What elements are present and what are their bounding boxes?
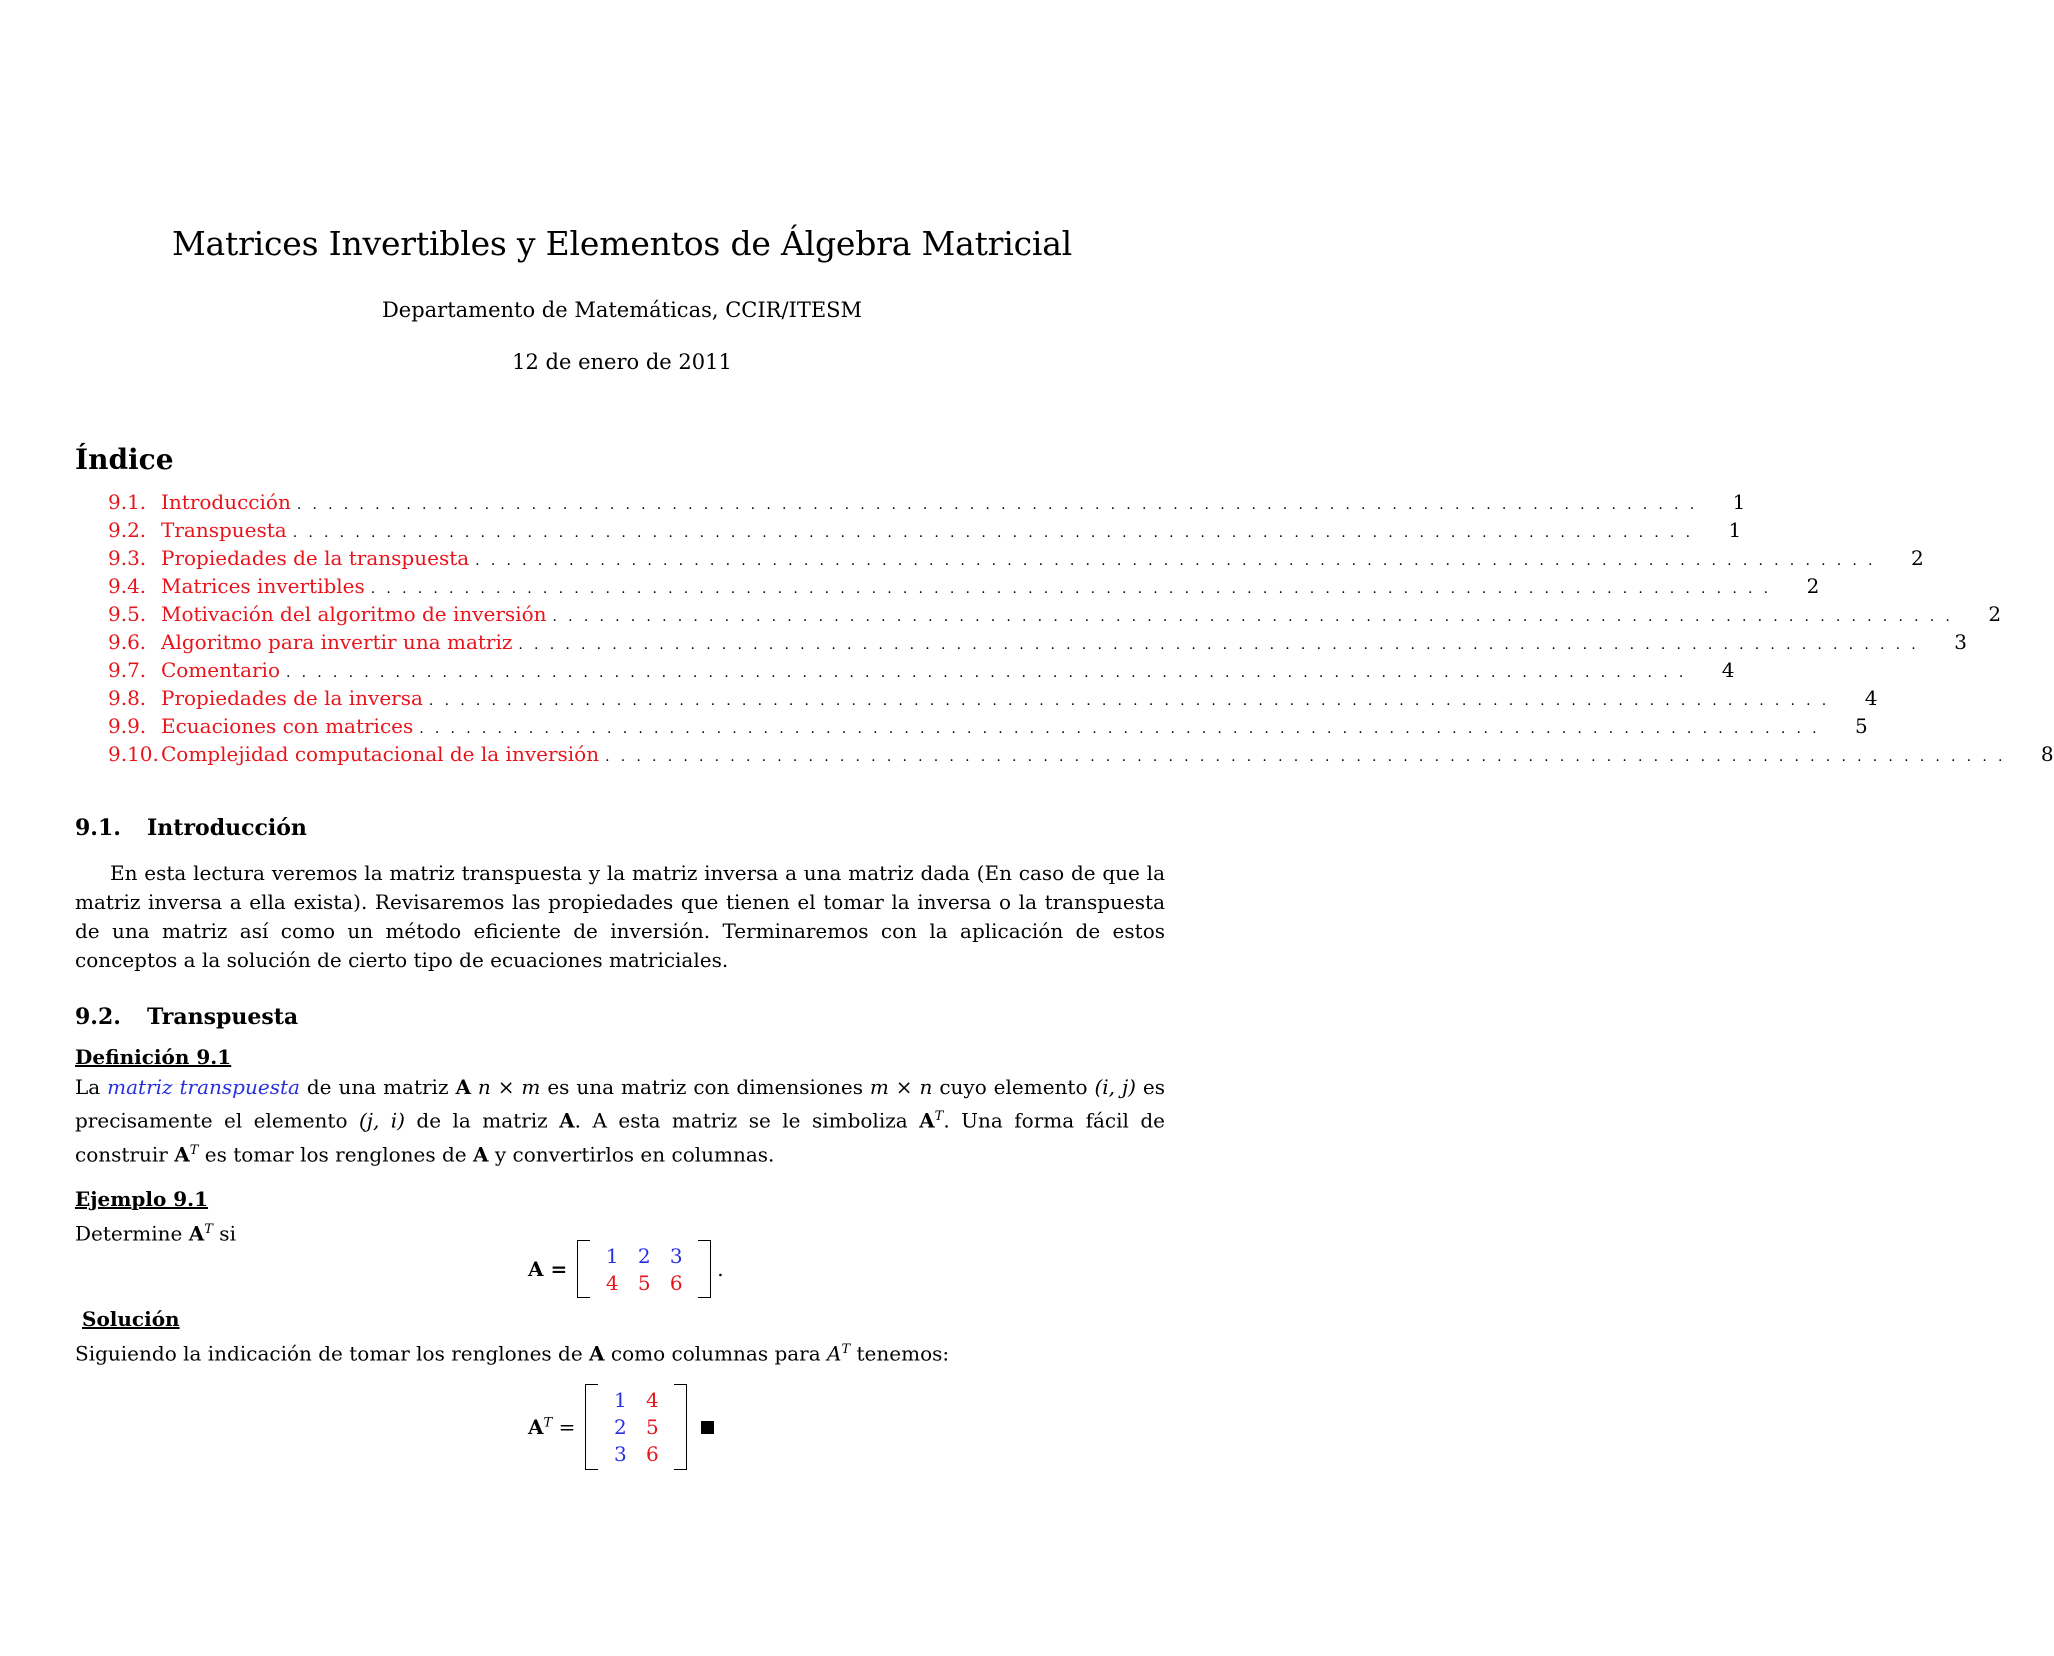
toc-item[interactable] xyxy=(108,742,2054,770)
matrix-cell: 5 xyxy=(645,1415,659,1439)
definition-title: Definición 9.1 xyxy=(75,1045,232,1069)
example-text: Determine $A^T$ si xyxy=(75,1221,236,1246)
matrix-cell: 4 xyxy=(645,1388,659,1412)
solution-matrix-equation xyxy=(528,1384,714,1470)
left-bracket xyxy=(585,1384,598,1470)
matrix-AT xyxy=(598,1388,674,1466)
toc-item-page: 1 xyxy=(1728,518,1742,542)
toc-item-link[interactable]: Comentario xyxy=(161,658,280,682)
matrix-cell: 4 xyxy=(605,1270,619,1295)
example-title: Ejemplo 9.1 xyxy=(75,1187,209,1211)
matrix-A xyxy=(590,1244,698,1295)
toc-item-page: 2 xyxy=(1988,602,2002,626)
qed-square-icon xyxy=(701,1421,714,1434)
matrix-cell: 1 xyxy=(613,1388,627,1412)
toc-item-number: 9.6. xyxy=(108,630,147,654)
toc-item[interactable] xyxy=(108,574,1820,602)
document-author: Departamento de Matemáticas, CCIR/ITESM xyxy=(381,298,863,322)
toc-dot-leader: .......................................................................................... xyxy=(370,581,1780,597)
toc-item[interactable] xyxy=(108,602,2002,630)
definition-text: La matriz transpuesta de una matriz A n × m es una matriz con dimensiones m × n cuyo elemento (i, j) es precisamente el elemento (j, i) de la matriz A. A esta matriz se le simboliza $A^T$. Una forma fácil de construir $A^T$ es tomar los renglones de A y convertirlos en columnas. xyxy=(75,1075,1166,1167)
section-title: Introducción xyxy=(147,815,307,841)
toc-dot-leader: .......................................................................................... xyxy=(475,553,1884,569)
toc-dot-leader: .......................................................................................... xyxy=(552,609,1962,625)
matrix-cell: 3 xyxy=(613,1442,627,1466)
matrix-cell: 6 xyxy=(669,1270,683,1295)
section-heading-introduccion xyxy=(75,815,307,841)
toc-item-page: 5 xyxy=(1855,714,1868,738)
matrix-cell: 5 xyxy=(637,1270,651,1295)
toc-item-number: 9.10. xyxy=(108,742,159,766)
toc-item-page: 4 xyxy=(1721,658,1735,682)
toc-item[interactable] xyxy=(108,490,1746,518)
toc-item[interactable] xyxy=(108,546,1924,574)
toc-dot-leader: .......................................................................................... xyxy=(296,497,1706,513)
toc-item-link[interactable]: Propiedades de la transpuesta xyxy=(161,546,470,570)
matrix-cell: 2 xyxy=(637,1243,651,1268)
toc-item-link[interactable]: Ecuaciones con matrices xyxy=(161,714,414,738)
toc-item-number: 9.5. xyxy=(108,602,147,626)
toc-item-page: 2 xyxy=(1806,574,1820,598)
toc-item[interactable] xyxy=(108,686,1878,714)
defined-term: matriz transpuesta xyxy=(107,1075,300,1099)
toc-item[interactable] xyxy=(108,630,1967,658)
toc-item-link[interactable]: Algoritmo para invertir una matriz xyxy=(161,630,513,654)
toc-item-number: 9.2. xyxy=(108,518,147,542)
toc-item-page: 3 xyxy=(1954,630,1967,654)
toc-heading: Índice xyxy=(75,443,174,476)
toc-item-link[interactable]: Matrices invertibles xyxy=(161,574,365,598)
toc-item-link[interactable]: Propiedades de la inversa xyxy=(161,686,423,710)
toc-dot-leader: .......................................................................................... xyxy=(292,525,1702,541)
right-bracket xyxy=(674,1384,687,1470)
toc-item-number: 9.9. xyxy=(108,714,147,738)
section-heading-transpuesta xyxy=(75,1004,298,1030)
toc-item-number: 9.1. xyxy=(108,490,147,514)
document-date: 12 de enero de 2011 xyxy=(512,350,732,374)
toc-item-page: 2 xyxy=(1910,546,1924,570)
toc-item-link[interactable]: Complejidad computacional de la inversión xyxy=(161,742,600,766)
left-bracket xyxy=(577,1240,590,1298)
toc-item-number: 9.4. xyxy=(108,574,147,598)
toc-item-number: 9.8. xyxy=(108,686,147,710)
section-number: 9.1. xyxy=(75,815,121,841)
solution-title: Solución xyxy=(82,1307,180,1331)
toc-dot-leader: .......................................................................................... xyxy=(605,749,2014,765)
intro-paragraph: En esta lectura veremos la matriz transpuesta y la matriz inversa a una matriz dada (En caso de que la matriz inversa a ella exista). Revisaremos las propiedades que tienen el tomar la inversa o la transpuesta de una matriz así como un método eficiente de inversión. Terminaremos con la aplicación de estos conceptos a la solución de cierto tipo de ecuaciones matriciales. xyxy=(75,861,1165,972)
toc-item[interactable] xyxy=(108,658,1735,686)
document-title: Matrices Invertibles y Elementos de Álgebra Matricial xyxy=(171,224,1073,263)
section-title: Transpuesta xyxy=(147,1004,299,1030)
toc-item-link[interactable]: Motivación del algoritmo de inversión xyxy=(161,602,547,626)
toc-dot-leader: .......................................................................................... xyxy=(428,693,1838,709)
toc-item-link[interactable]: Transpuesta xyxy=(161,518,287,542)
right-bracket xyxy=(698,1240,711,1298)
matrix-period: . xyxy=(717,1257,724,1281)
matrix-cell: 6 xyxy=(645,1442,659,1466)
toc-item[interactable] xyxy=(108,518,1742,546)
toc-item[interactable] xyxy=(108,714,1868,742)
matrix-cell: 3 xyxy=(669,1243,683,1268)
solution-text: Siguiendo la indicación de tomar los renglones de A como columnas para $A^T$ tenemos: xyxy=(75,1341,950,1366)
toc-item-link[interactable]: Introducción xyxy=(161,490,291,514)
example-matrix-equation xyxy=(528,1240,724,1298)
toc-item-page: 4 xyxy=(1864,686,1878,710)
toc-item-number: 9.7. xyxy=(108,658,147,682)
matrix-cell: 2 xyxy=(613,1415,627,1439)
toc-item-page: 8 xyxy=(2040,742,2054,766)
toc-item-page: 1 xyxy=(1732,490,1746,514)
matrix-lhs: A = xyxy=(528,1257,568,1281)
toc-dot-leader: .......................................................................................... xyxy=(419,721,1828,737)
section-number: 9.2. xyxy=(75,1004,121,1030)
toc-dot-leader: .......................................................................................... xyxy=(518,637,1927,653)
toc-item-number: 9.3. xyxy=(108,546,147,570)
toc-dot-leader: .......................................................................................... xyxy=(285,665,1695,681)
matrix-cell: 1 xyxy=(605,1243,619,1268)
matrix-lhs: $A^T$ = xyxy=(528,1415,576,1439)
